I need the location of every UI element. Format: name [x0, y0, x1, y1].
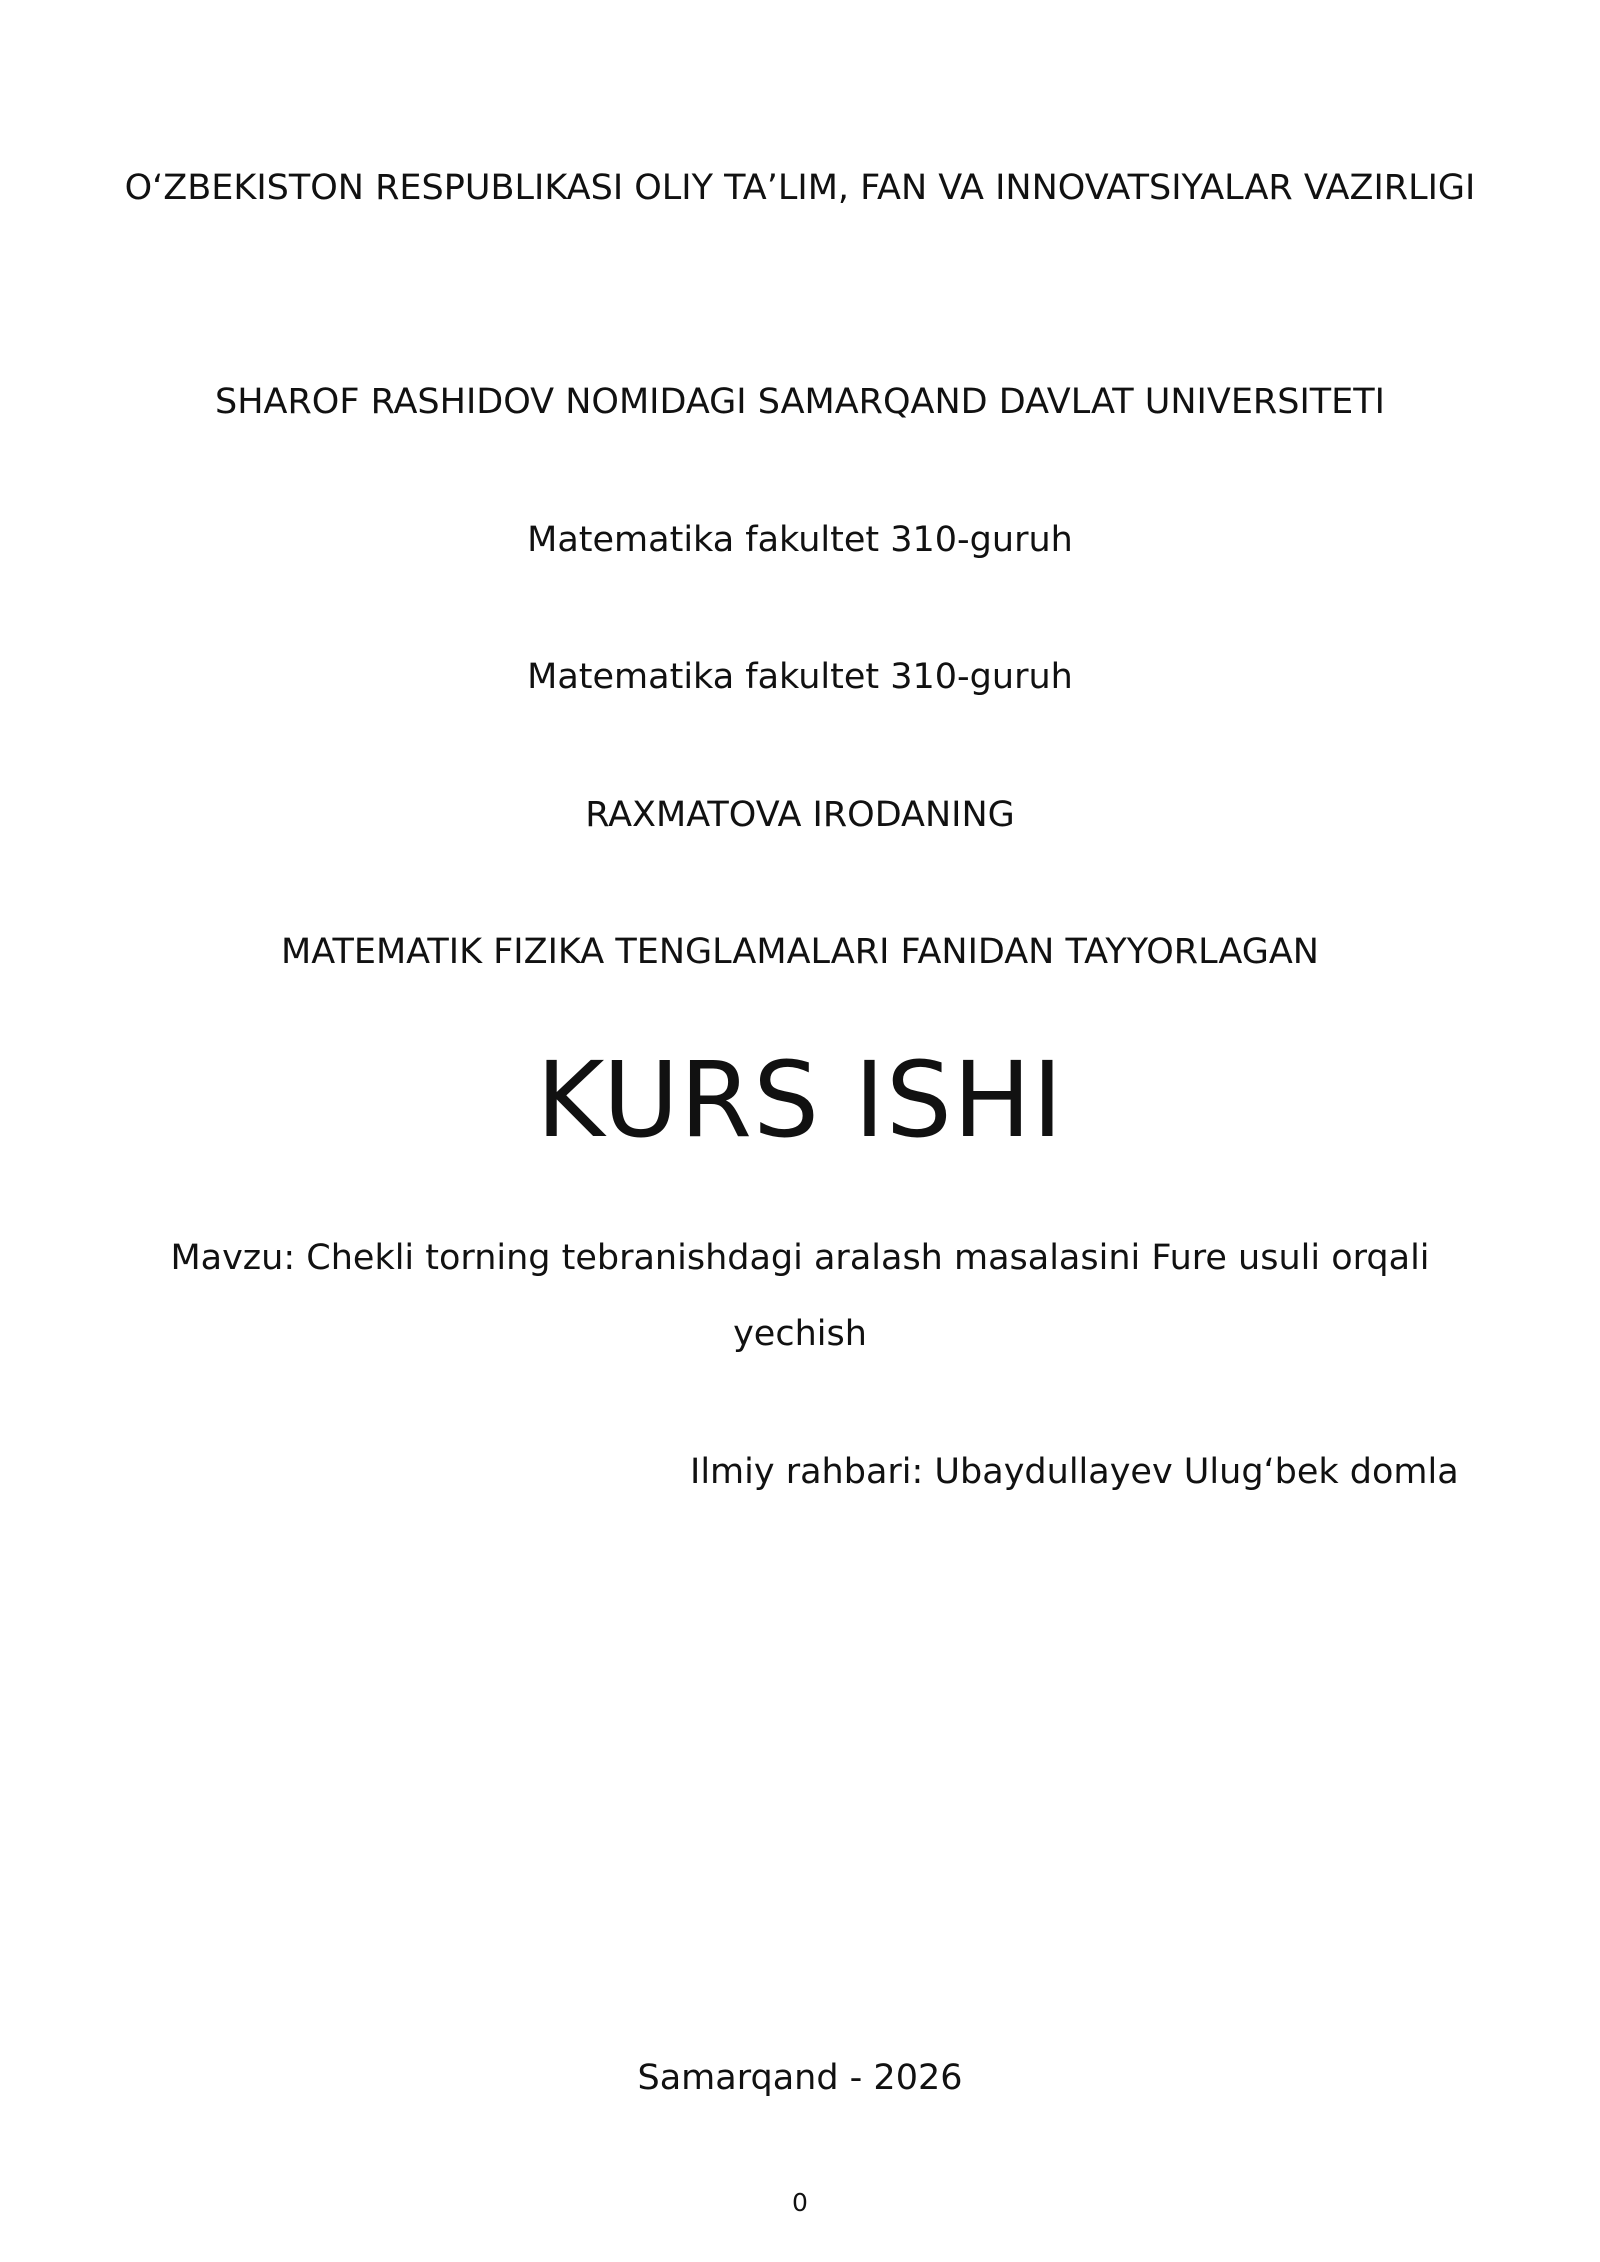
faculty-group-line-duplicate: Matematika fakultet 310-guruh	[527, 657, 1073, 697]
supervisor-line: Ilmiy rahbari: Ubaydullayev Ulug‘bek domla	[690, 1452, 1459, 1492]
author-name: RAXMATOVA IRODANING	[585, 795, 1015, 835]
subject-line: MATEMATIK FIZIKA TENGLAMALARI FANIDAN TAYYORLAGAN	[281, 932, 1319, 972]
ministry-heading: O‘ZBEKISTON RESPUBLIKASI OLIY TA’LIM, FAN VA INNOVATSIYALAR VAZIRLIGI	[124, 168, 1476, 208]
city-year: Samarqand - 2026	[637, 2058, 963, 2098]
page-number: 0	[792, 2188, 808, 2217]
faculty-group-line: Matematika fakultet 310-guruh	[527, 520, 1073, 560]
topic-line: Mavzu: Chekli torning tebranishdagi aralash masalasini Fure usuli orqali yechish	[170, 1238, 1430, 1354]
university-name: SHAROF RASHIDOV NOMIDAGI SAMARQAND DAVLAT UNIVERSITETI	[214, 382, 1385, 422]
document-title: KURS ISHI	[536, 1039, 1064, 1161]
